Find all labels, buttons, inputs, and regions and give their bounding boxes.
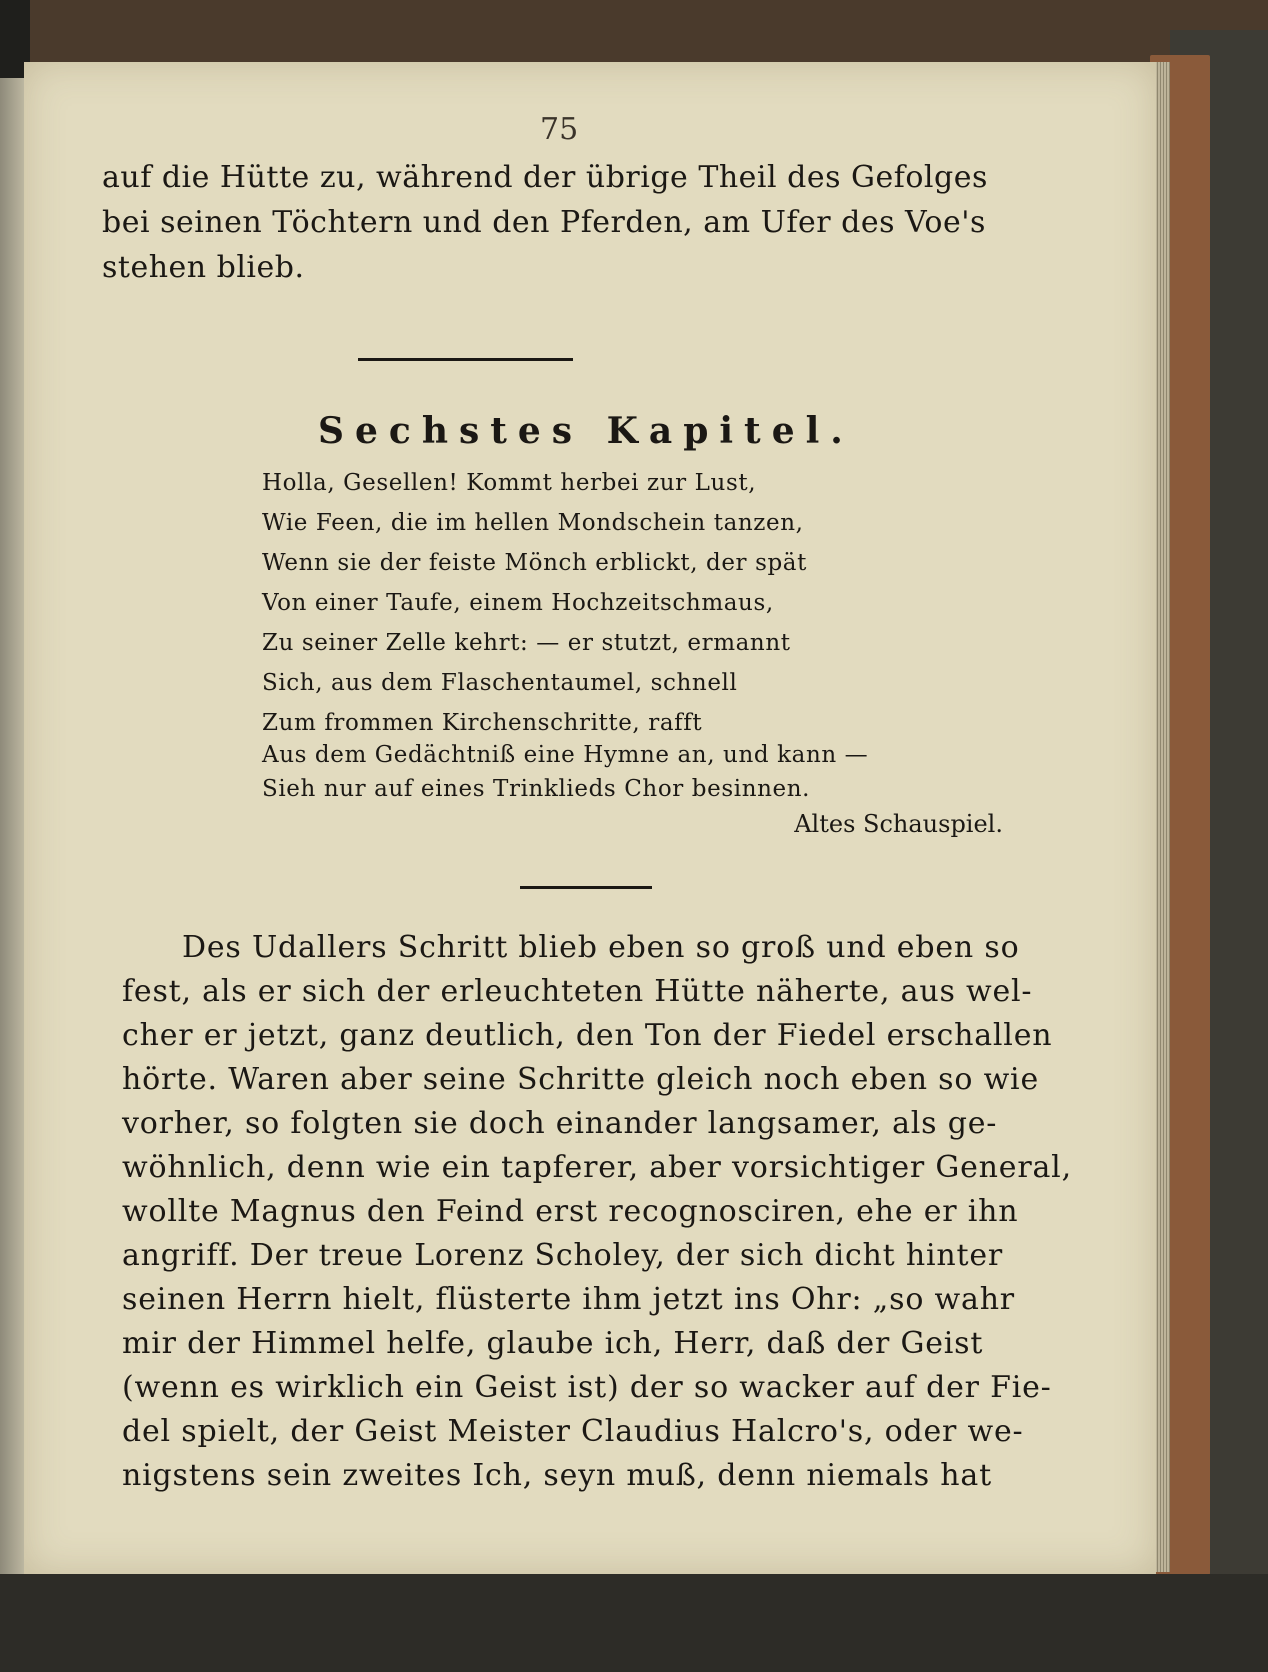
- section-divider-top: [358, 358, 573, 361]
- epigraph-line: Wenn sie der feiste Mönch erblickt, der spät: [262, 550, 807, 576]
- body-paragraph-line: vorher, so folgten sie doch einander langsamer, als ge-: [122, 1106, 998, 1141]
- body-paragraph-line: hörte. Waren aber seine Schritte gleich noch eben so wie: [122, 1062, 1039, 1097]
- epigraph-line: Von einer Taufe, einem Hochzeitschmaus,: [262, 590, 774, 616]
- body-paragraph-line: mir der Himmel helfe, glaube ich, Herr, daß der Geist: [122, 1326, 984, 1361]
- background-bottom: [0, 1574, 1268, 1672]
- body-paragraph-line: angriff. Der treue Lorenz Scholey, der sich dicht hinter: [122, 1238, 1004, 1273]
- epigraph-line: Wie Feen, die im hellen Mondschein tanzen,: [262, 510, 804, 536]
- body-paragraph-line: wollte Magnus den Feind erst recognosciren, ehe er ihn: [122, 1194, 1019, 1229]
- body-paragraph-line: cher er jetzt, ganz deutlich, den Ton der Fiedel erschallen: [122, 1018, 1053, 1053]
- page-number: 75: [540, 112, 579, 147]
- body-paragraph-line: seinen Herrn hielt, flüsterte ihm jetzt ins Ohr: „so wahr: [122, 1282, 1015, 1317]
- body-paragraph-line: wöhnlich, denn wie ein tapferer, aber vorsichtiger General,: [122, 1150, 1072, 1185]
- top-paragraph-line: auf die Hütte zu, während der übrige Theil des Gefolges: [102, 160, 988, 195]
- body-paragraph-line: Des Udallers Schritt blieb eben so groß und eben so: [182, 930, 1020, 965]
- epigraph-line: Aus dem Gedächtniß eine Hymne an, und kann —: [262, 742, 869, 768]
- top-paragraph-line: bei seinen Töchtern und den Pferden, am Ufer des Voe's: [102, 205, 986, 240]
- body-paragraph-line: nigstens sein zweites Ich, seyn muß, denn niemals hat: [122, 1458, 992, 1493]
- body-paragraph-line: del spielt, der Geist Meister Claudius Halcro's, oder we-: [122, 1414, 1024, 1449]
- epigraph-line: Sieh nur auf eines Trinklieds Chor besinnen.: [262, 776, 811, 802]
- section-divider-bottom: [520, 886, 652, 889]
- epigraph-line: Zum frommen Kirchenschritte, rafft: [262, 710, 703, 736]
- body-paragraph-line: (wenn es wirklich ein Geist ist) der so wacker auf der Fie-: [122, 1370, 1052, 1405]
- body-paragraph-line: fest, als er sich der erleuchteten Hütte näherte, aus wel-: [122, 974, 1033, 1009]
- epigraph-line: Zu seiner Zelle kehrt: — er stutzt, ermannt: [262, 630, 791, 656]
- top-paragraph-line: stehen blieb.: [102, 250, 305, 285]
- epigraph-line: Holla, Gesellen! Kommt herbei zur Lust,: [262, 470, 757, 496]
- chapter-title: Sechstes Kapitel.: [318, 410, 854, 452]
- epigraph-line: Sich, aus dem Flaschentaumel, schnell: [262, 670, 738, 696]
- epigraph-attribution: Altes Schauspiel.: [794, 810, 1003, 838]
